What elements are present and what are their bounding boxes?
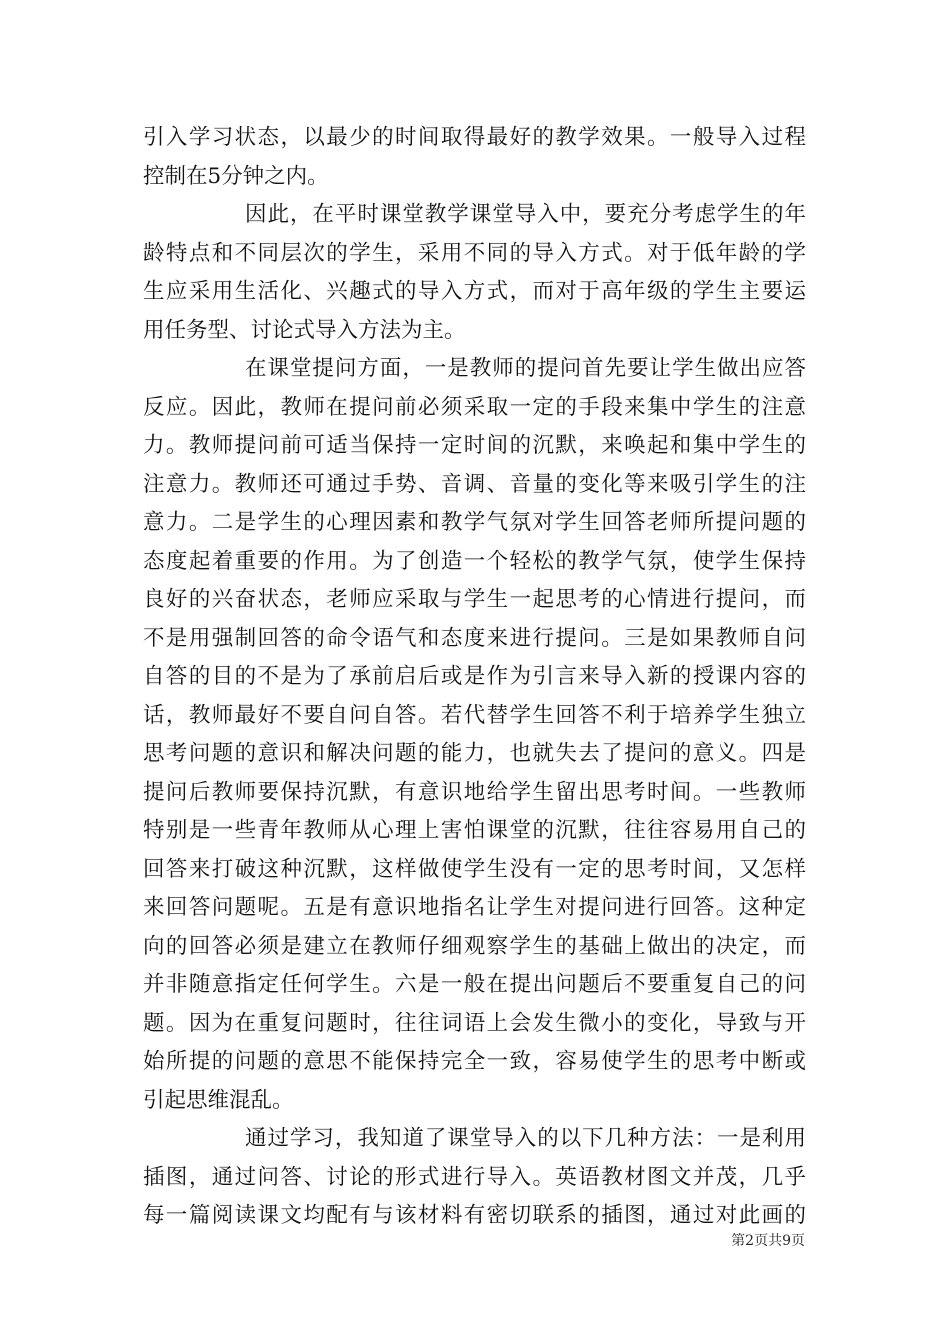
text-line: 引入学习状态，以最少的时间取得最好的教学效果。一般导入过程 [143,125,806,150]
text-line: 在课堂提问方面，一是教师的提问首先要让学生做出应答 [245,356,806,381]
text-line: 用任务型、讨论式导入方法为主。 [143,317,466,343]
text-line: 特别是一些青年教师从心理上害怕课堂的沉默，往往容易用自己的 [143,818,806,843]
document-body [143,119,806,1236]
text-line: 题。因为在重复问题时，往往词语上会发生微小的变化，导致与开 [143,1010,806,1036]
text-line: 良好的兴奋状态，老师应采取与学生一起思考的心情进行提问，而 [143,587,806,612]
text-line: 反应。因此，教师在提问前必须采取一定的手段来集中学生的注意 [143,394,806,420]
text-line: 回答来打破这种沉默，这样做使学生没有一定的思考时间，又怎样 [143,856,806,882]
text-line: 注意力。教师还可通过手势、音调、音量的变化等来吸引学生的注 [143,471,806,497]
text-line: 引起思维混乱。 [143,1087,294,1113]
text-line: 自答的目的不是为了承前启后或是作为引言来导入新的授课内容的 [143,664,806,689]
page-number-footer: 第2页共9页 [731,1233,805,1249]
text-line: 不是用强制回答的命令语气和态度来进行提问。三是如果教师自问 [143,625,806,651]
text-line: 通过学习，我知道了课堂导入的以下几种方法：一是利用 [245,1126,806,1151]
text-line: 思考问题的意识和解决问题的能力，也就失去了提问的意义。四是 [143,741,806,766]
text-line: 生应采用生活化、兴趣式的导入方式，而对于高年级的学生主要运 [143,279,806,304]
text-line: 提问后教师要保持沉默，有意识地给学生留出思考时间。一些教师 [143,779,806,805]
text-line: 每一篇阅读课文均配有与该材料有密切联系的插图，通过对此画的 [143,1203,806,1228]
text-line: 龄特点和不同层次的学生，采用不同的导入方式。对于低年龄的学 [143,240,806,266]
text-line: 意力。二是学生的心理因素和教学气氛对学生回答老师所提问题的 [143,510,806,535]
text-line: 因此，在平时课堂教学课堂导入中，要充分考虑学生的年 [245,202,806,227]
text-line: 插图，通过问答、讨论的形式进行导入。英语教材图文并茂，几乎 [143,1164,806,1190]
text-line: 力。教师提问前可适当保持一定时间的沉默，来唤起和集中学生的 [143,433,806,458]
text-line: 控制在5分钟之内。 [143,163,329,189]
text-line: 并非随意指定任何学生。六是一般在提出问题后不要重复自己的问 [143,972,806,997]
text-line: 向的回答必须是建立在教师仔细观察学生的基础上做出的决定，而 [143,933,806,959]
text-line: 态度起着重要的作用。为了创造一个轻松的教学气氛，使学生保持 [143,548,806,574]
text-line: 话，教师最好不要自问自答。若代替学生回答不利于培养学生独立 [143,702,806,728]
text-line: 始所提的问题的意思不能保持完全一致，容易使学生的思考中断或 [143,1049,806,1074]
text-line: 来回答问题呢。五是有意识地指名让学生对提问进行回答。这种定 [143,895,806,920]
